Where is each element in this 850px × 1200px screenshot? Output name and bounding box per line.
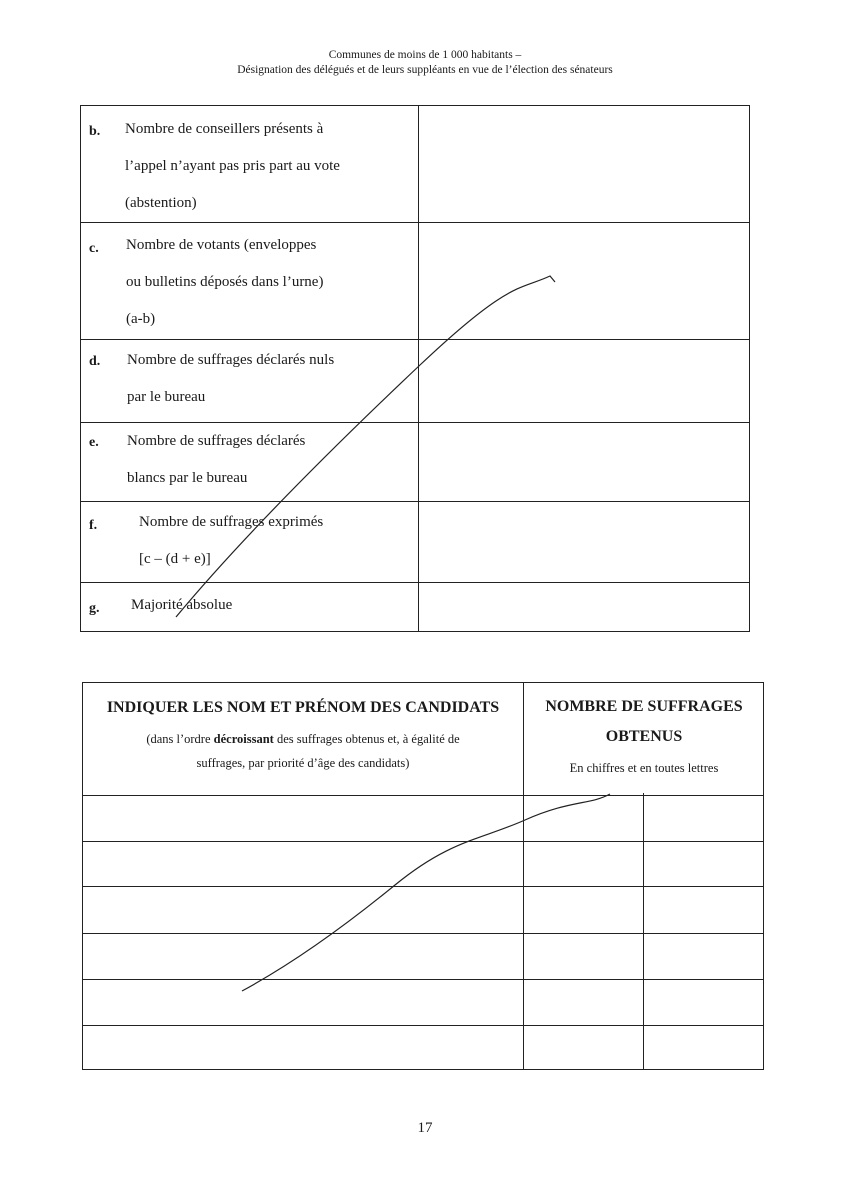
row-label-line: Nombre de suffrages déclarés xyxy=(127,433,306,449)
row-letter: e. xyxy=(89,435,99,450)
row-letter: d. xyxy=(89,354,101,369)
row-label-line: Nombre de votants (enveloppes xyxy=(126,237,317,253)
row-e xyxy=(81,423,749,502)
table-row-line xyxy=(83,979,763,980)
row-label-line: blancs par le bureau xyxy=(127,470,248,486)
table-row-line xyxy=(83,886,763,887)
page-header xyxy=(0,48,850,78)
row-letter: c. xyxy=(89,241,99,256)
header-line-1: Communes de moins de 1 000 habitants – xyxy=(328,49,522,61)
column-divider xyxy=(643,793,644,1069)
votes-title: NOMBRE DE SUFFRAGES OBTENUS xyxy=(545,698,743,745)
row-letter: f. xyxy=(89,518,98,533)
votes-header xyxy=(524,683,764,795)
row-label-line: (a-b) xyxy=(126,311,156,327)
row-label-line: (abstention) xyxy=(125,195,197,211)
candidates-subtitle: (dans l’ordre décroissant des suffrages obtenus et, à égalité de suffrages, par priorité d’âge des candidats) xyxy=(146,732,460,770)
row-label-line: Majorité absolue xyxy=(131,597,233,613)
row-d xyxy=(81,340,749,423)
table-row-line xyxy=(83,1025,763,1026)
row-label-line: Nombre de conseillers présents à xyxy=(125,121,324,137)
row-letter: b. xyxy=(89,124,101,139)
row-b xyxy=(81,106,749,223)
row-label-line: ou bulletins déposés dans l’urne) xyxy=(126,274,324,290)
table-row-line xyxy=(83,841,763,842)
row-label-line: l’appel n’ayant pas pris part au vote xyxy=(125,158,340,174)
candidates-title: INDIQUER LES NOM ET PRÉNOM DES CANDIDATS xyxy=(106,699,500,716)
row-label-line: [c – (d + e)] xyxy=(139,551,211,567)
row-g xyxy=(81,583,749,631)
column-divider xyxy=(523,683,524,1069)
row-c xyxy=(81,223,749,340)
page-number: 17 xyxy=(417,1120,433,1136)
header-divider xyxy=(83,795,763,796)
candidates-header xyxy=(83,683,523,795)
row-label-line: Nombre de suffrages déclarés nuls xyxy=(127,352,335,368)
vote-results-table xyxy=(80,105,750,632)
emphasis-word: décroissant xyxy=(213,732,274,746)
header-line-2: Désignation des délégués et de leurs suppléants en vue de l’élection des sénateurs xyxy=(237,64,613,76)
row-f xyxy=(81,502,749,583)
votes-subtitle: En chiffres et en toutes lettres xyxy=(569,761,719,775)
row-label-line: Nombre de suffrages exprimés xyxy=(139,514,324,530)
column-divider xyxy=(418,106,419,631)
table-row-line xyxy=(83,933,763,934)
candidates-table xyxy=(82,682,764,1070)
row-label-line: par le bureau xyxy=(127,389,206,405)
row-letter: g. xyxy=(89,601,100,616)
